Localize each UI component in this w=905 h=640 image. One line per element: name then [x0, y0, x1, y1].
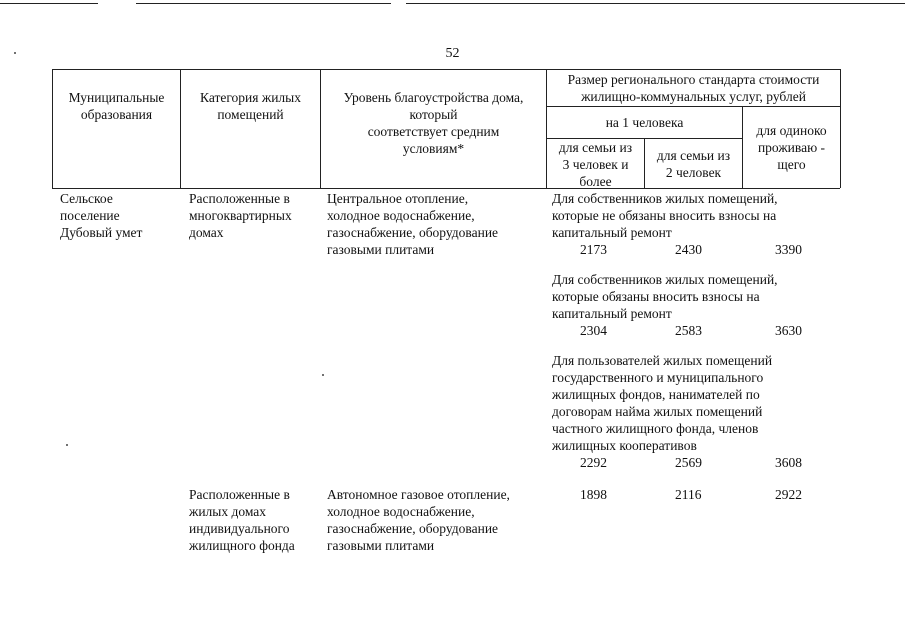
group1-category: Расположенные в многоквартирных домах: [189, 191, 292, 240]
group1-section2-caption: Для собственников жилых помещений, которые обязаны вносить взносы на капитальный ремонт: [552, 272, 778, 321]
group1-section2-family3: 2304: [580, 323, 607, 338]
header-level: Уровень благоустройства дома, который соответствует средним условиям*: [343, 90, 524, 156]
group1-section1-single: 3390: [775, 242, 802, 257]
municipality-name: Сельское поселение Дубовый умет: [60, 191, 143, 240]
group1-section3-caption: Для пользователей жилых помещений государственного и муниципального жилищных фондов, нанимателей по договорам найма жилых помещений частного жилищного фонда, членов жилищных кооперативов: [552, 353, 773, 453]
group1-section1-family2: 2430: [675, 242, 702, 257]
header-standard-title: Размер регионального стандарта стоимости жилищно-коммунальных услуг, рублей: [567, 72, 820, 104]
group1-section2-family2: 2583: [675, 323, 702, 338]
header-family-2: для семьи из 2 человек: [656, 148, 731, 180]
header-category: Категория жилых помещений: [200, 90, 301, 122]
standard-title-divider: [546, 106, 840, 107]
group1-section2-single: 3630: [775, 323, 802, 338]
group1-section1-caption: Для собственников жилых помещений, которые не обязаны вносить взносы на капитальный ремонт: [552, 191, 778, 240]
page-number: 52: [445, 46, 460, 61]
header-municipality: Муниципальные образования: [68, 90, 165, 122]
group1-section3-single: 3608: [775, 455, 802, 470]
group1-section1-family3: 2173: [580, 242, 607, 257]
scan-speck: [66, 444, 68, 446]
header-per-person: на 1 человека: [605, 115, 684, 130]
scan-top-line: [136, 3, 391, 4]
table-header-bottom-border: [52, 188, 840, 189]
group2-category: Расположенные в жилых домах индивидуального жилищного фонда: [189, 487, 295, 553]
group1-level: Центральное отопление, холодное водоснабжение, газоснабжение, оборудование газовыми плитами: [327, 191, 499, 257]
group2-family2: 2116: [675, 487, 702, 502]
table-top-border: [52, 69, 840, 70]
scan-top-line: [0, 3, 98, 4]
group1-section3-family3: 2292: [580, 455, 607, 470]
group2-single: 2922: [775, 487, 802, 502]
group2-level: Автономное газовое отопление, холодное водоснабжение, газоснабжение, оборудование газовыми плитами: [327, 487, 510, 553]
group2-family3: 1898: [580, 487, 607, 502]
column-divider: [180, 69, 181, 188]
scan-speck: [322, 374, 324, 376]
table-right-border: [840, 69, 841, 188]
scan-top-line: [406, 3, 905, 4]
header-single: для одиноко проживаю - щего: [756, 123, 827, 172]
table-left-border: [52, 69, 53, 188]
scan-speck: [14, 52, 16, 54]
group1-section3-family2: 2569: [675, 455, 702, 470]
header-family-3: для семьи из 3 человек и более: [558, 140, 633, 189]
